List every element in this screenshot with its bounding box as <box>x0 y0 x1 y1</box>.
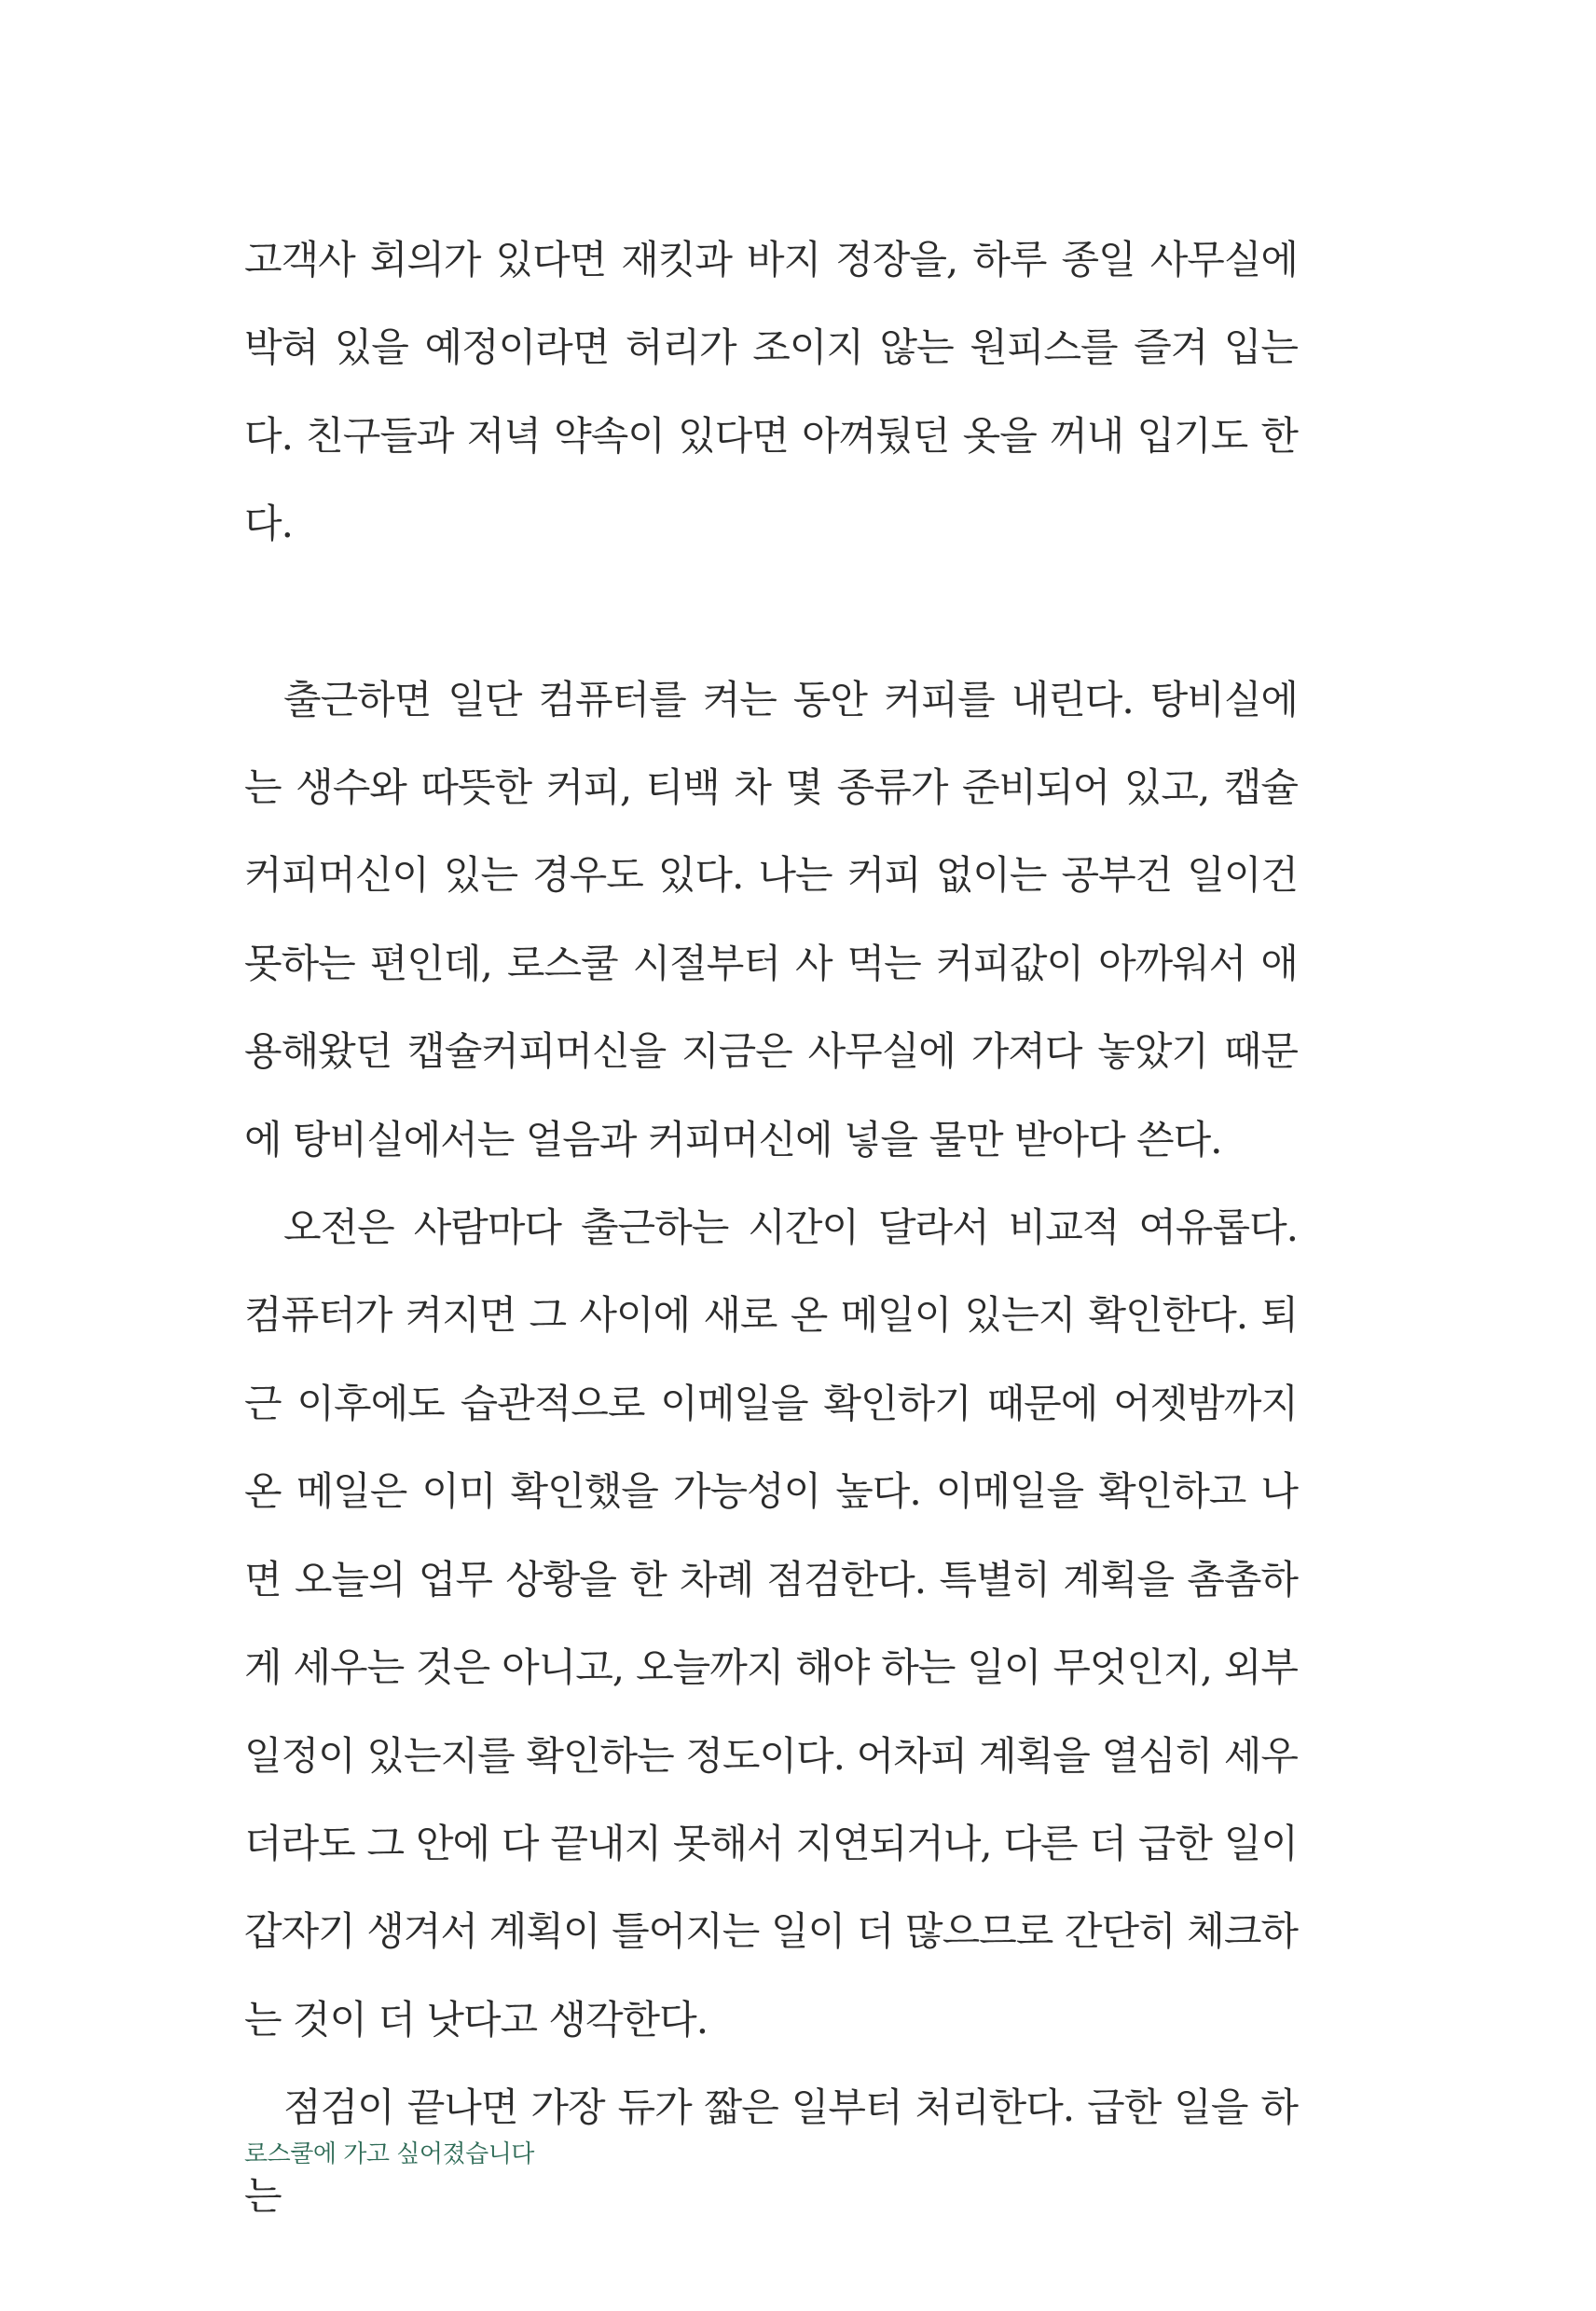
paragraph-3: 오전은 사람마다 출근하는 시간이 달라서 비교적 여유롭다. 컴퓨터가 켜지면 그 사이에 새로 온 메일이 있는지 확인한다. 퇴근 이후에도 습관적으로 이메일을 확인하기 때문에 어젯밤까지 온 메일은 이미 확인했을 가능성이 높다. 이메일을 확인하고 나면 오늘의 업무 상황을 한 차례 점검한다. 특별히 계획을 촘촘하게 세우는 것은 아니고, 오늘까지 해야 하는 일이 무엇인지, 외부 일정이 있는지를 확인하는 정도이다. 어차피 계획을 열심히 세우더라도 그 안에 다 끝내지 못해서 지연되거나, 다른 더 급한 일이 갑자기 생겨서 계획이 틀어지는 일이 더 많으므로 간단히 체크하는 것이 더 낫다고 생각한다. <box>244 1204 1298 2043</box>
paragraph-1: 고객사 회의가 있다면 재킷과 바지 정장을, 하루 종일 사무실에 박혀 있을 예정이라면 허리가 조이지 않는 원피스를 즐겨 입는다. 친구들과 저녁 약속이 있다면 아껴뒀던 옷을 꺼내 입기도 한다. <box>244 237 1298 547</box>
paragraph-4: 점검이 끝나면 가장 듀가 짧은 일부터 처리한다. 급한 일을 하는 <box>244 2084 1298 2219</box>
body-text <box>244 216 1298 2240</box>
paragraph-2: 출근하면 일단 컴퓨터를 켜는 동안 커피를 내린다. 탕비실에는 생수와 따뜻한 커피, 티백 차 몇 종류가 준비되어 있고, 캡슐커피머신이 있는 경우도 있다. 나는 커피 없이는 공부건 일이건 못하는 편인데, 로스쿨 시절부터 사 먹는 커피값이 아까워서 애용해왔던 캡슐커피머신을 지금은 사무실에 가져다 놓았기 때문에 탕비실에서는 얼음과 커피머신에 넣을 물만 받아다 쓴다. <box>244 676 1298 1162</box>
footer-book-title: 로스쿨에 가고 싶어졌습니다 <box>244 2140 534 2168</box>
